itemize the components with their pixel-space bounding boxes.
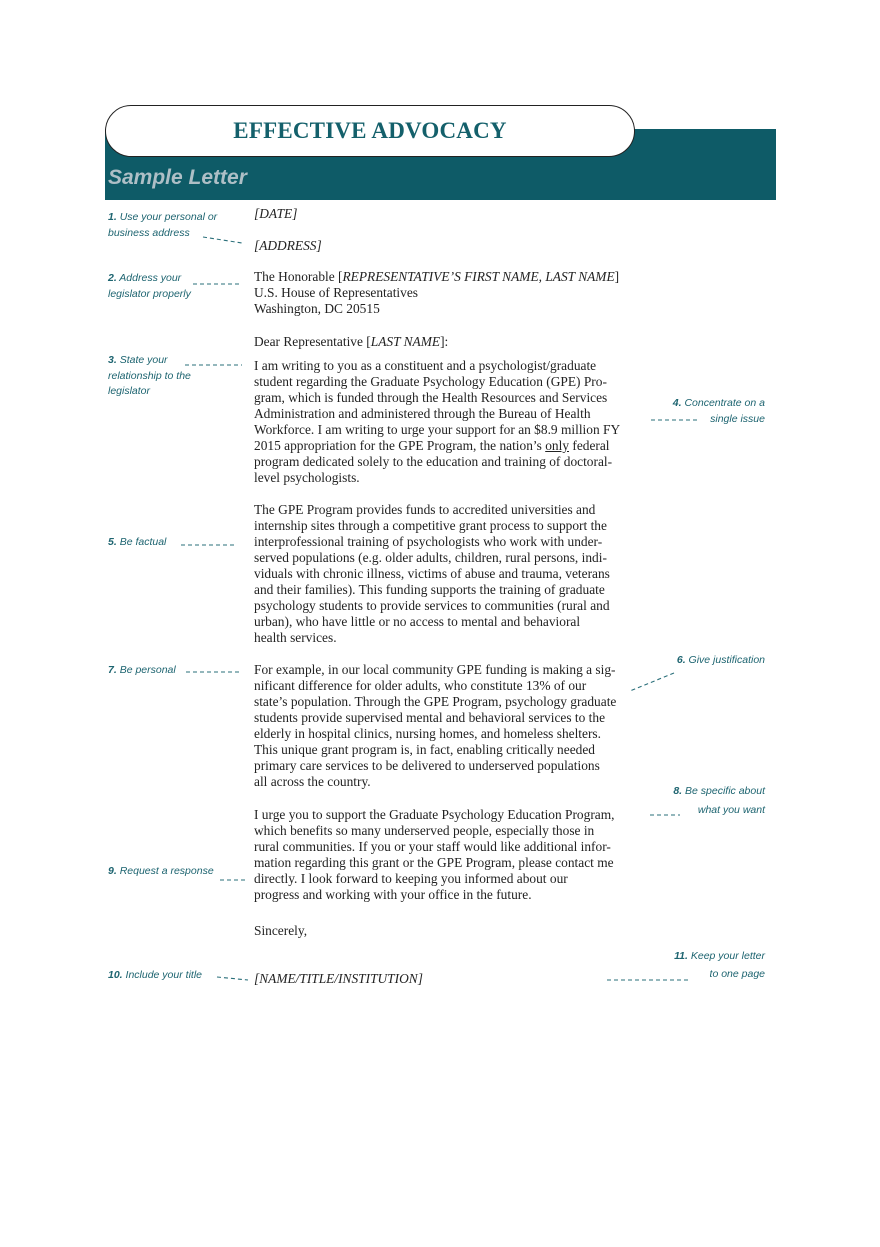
leader-line-10	[217, 977, 248, 980]
annotation-11	[674, 947, 765, 983]
paragraph-3-line: For example, in our local community GPE funding is making a sig-	[254, 662, 616, 677]
paragraph-4-line: directly. I look forward to keeping you informed about our	[254, 871, 568, 886]
paragraph-1-line-6	[254, 438, 610, 454]
closing: Sincerely,	[254, 923, 308, 938]
paragraph-2-line: urban), who have little or no access to mental and behavioral	[254, 614, 581, 629]
title-banner	[105, 105, 635, 157]
text: REPRESENTATIVE’S FIRST NAME, LAST NAME	[342, 269, 615, 284]
paragraph-2-line: viduals with chronic illness, victims of abuse and trauma, veterans	[254, 566, 610, 581]
paragraph-1-line: level psychologists.	[254, 470, 360, 485]
annotation-4	[673, 396, 765, 427]
text: business address	[108, 226, 190, 239]
paragraph-2-line: and their families). This funding supports the training of graduate	[254, 582, 605, 597]
paragraph-3-line: primary care services to be delivered to underserved populations	[254, 758, 600, 773]
text: Use your personal or	[119, 211, 218, 223]
text: LAST NAME	[370, 334, 441, 349]
paragraph-3-line: all across the country.	[254, 774, 371, 789]
paragraph-2-line: served populations (e.g. older adults, children, rural persons, indi-	[254, 550, 607, 565]
num: 8.	[673, 785, 683, 797]
text: Address your	[119, 272, 182, 284]
text: Keep your letter	[690, 950, 765, 962]
text: single issue	[710, 412, 765, 425]
num: 6.	[676, 654, 686, 666]
subtitle: Sample Letter	[108, 166, 247, 189]
paragraph-3-line: nificant difference for older adults, who constitute 13% of our	[254, 678, 587, 693]
paragraph-2-line: internship sites through a competitive grant process to support the	[254, 518, 607, 533]
paragraph-1-line: Workforce. I am writing to urge your support for an $8.9 million FY	[254, 422, 621, 437]
text: Be factual	[119, 536, 167, 548]
num: 9.	[108, 865, 117, 877]
num: 1.	[108, 211, 117, 223]
page-title: EFFECTIVE ADVOCACY	[233, 118, 507, 143]
text: federal	[569, 438, 610, 453]
num: 2.	[108, 272, 117, 284]
paragraph-1-line: I am writing to you as a constituent and a psychologist/graduate	[254, 358, 597, 373]
recipient-line-2: U.S. House of Representatives	[254, 285, 419, 300]
num: 11.	[674, 950, 688, 962]
annotation-1	[108, 210, 217, 241]
paragraph-4-line: which benefits so many underserved people, especially those in	[254, 823, 595, 838]
paragraph-3-line: state’s population. Through the GPE Program, psychology graduate	[254, 694, 617, 709]
paragraph-3-line: This unique grant program is, in fact, enabling critically needed	[254, 742, 595, 757]
text: to one page	[709, 968, 765, 980]
text: Dear Representative [	[254, 334, 371, 349]
paragraph-2-line: health services.	[254, 630, 337, 645]
text: Be personal	[119, 664, 176, 676]
paragraph-1-line: student regarding the Graduate Psychology Education (GPE) Pro-	[254, 374, 607, 389]
paragraph-1-line: Administration and administered through the Bureau of Health	[254, 406, 591, 421]
text: ]:	[440, 334, 449, 349]
recipient-line-3: Washington, DC 20515	[254, 301, 380, 316]
paragraph-2-line: psychology students to provide services to communities (rural and	[254, 598, 610, 613]
paragraph-4-line: progress and working with your office in the future.	[254, 887, 532, 902]
text: ]	[614, 269, 620, 284]
text: Give justification	[688, 654, 765, 666]
paragraph-4-line: mation regarding this grant or the GPE Program, please contact me	[254, 855, 614, 870]
annotation-3	[108, 353, 191, 400]
text: legislator properly	[108, 287, 191, 300]
annotation-10	[108, 968, 202, 984]
paragraph-4-line: rural communities. If you or your staff would like additional infor-	[254, 839, 611, 854]
paragraph-2-line: interprofessional training of psychologists who work with under-	[254, 534, 603, 549]
text: Include your title	[125, 969, 202, 981]
annotation-7	[108, 663, 176, 679]
date-placeholder: [DATE]	[254, 206, 298, 221]
text: 2015 appropriation for the GPE Program, the nation’s	[254, 438, 546, 453]
recipient-line-1	[254, 269, 619, 285]
num: 10.	[108, 969, 123, 981]
annotation-9	[108, 864, 214, 880]
text: legislator	[108, 385, 151, 397]
text: Request a response	[119, 865, 214, 877]
text: Be specific about	[685, 785, 765, 797]
annotation-8	[673, 782, 765, 820]
text: what you want	[697, 804, 765, 816]
text: State your	[119, 354, 168, 366]
num: 5.	[108, 536, 117, 548]
paragraph-3-line: students provide supervised mental and behavioral services to the	[254, 710, 606, 725]
annotation-2	[108, 271, 191, 302]
paragraph-1-line: program dedicated solely to the education and training of doctoral-	[254, 454, 613, 469]
annotation-5	[108, 535, 166, 551]
text: relationship to the	[108, 369, 191, 382]
text: The Honorable [	[254, 269, 343, 284]
annotation-6	[677, 653, 765, 669]
address-placeholder: [ADDRESS]	[254, 238, 322, 253]
salutation	[254, 334, 448, 350]
text: Concentrate on a	[684, 397, 765, 409]
paragraph-2-line: The GPE Program provides funds to accredited universities and	[254, 502, 596, 517]
num: 4.	[672, 397, 682, 409]
leader-line-6	[630, 673, 674, 691]
emphasis-only: only	[545, 438, 570, 453]
paragraph-4-line: I urge you to support the Graduate Psychology Education Program,	[254, 807, 615, 822]
signature-placeholder: [NAME/TITLE/INSTITUTION]	[254, 971, 423, 986]
num: 3.	[108, 354, 117, 366]
paragraph-3-line: elderly in hospital clinics, nursing homes, and homeless shelters.	[254, 726, 601, 741]
paragraph-1-line: gram, which is funded through the Health Resources and Services	[254, 390, 608, 405]
num: 7.	[108, 664, 117, 676]
